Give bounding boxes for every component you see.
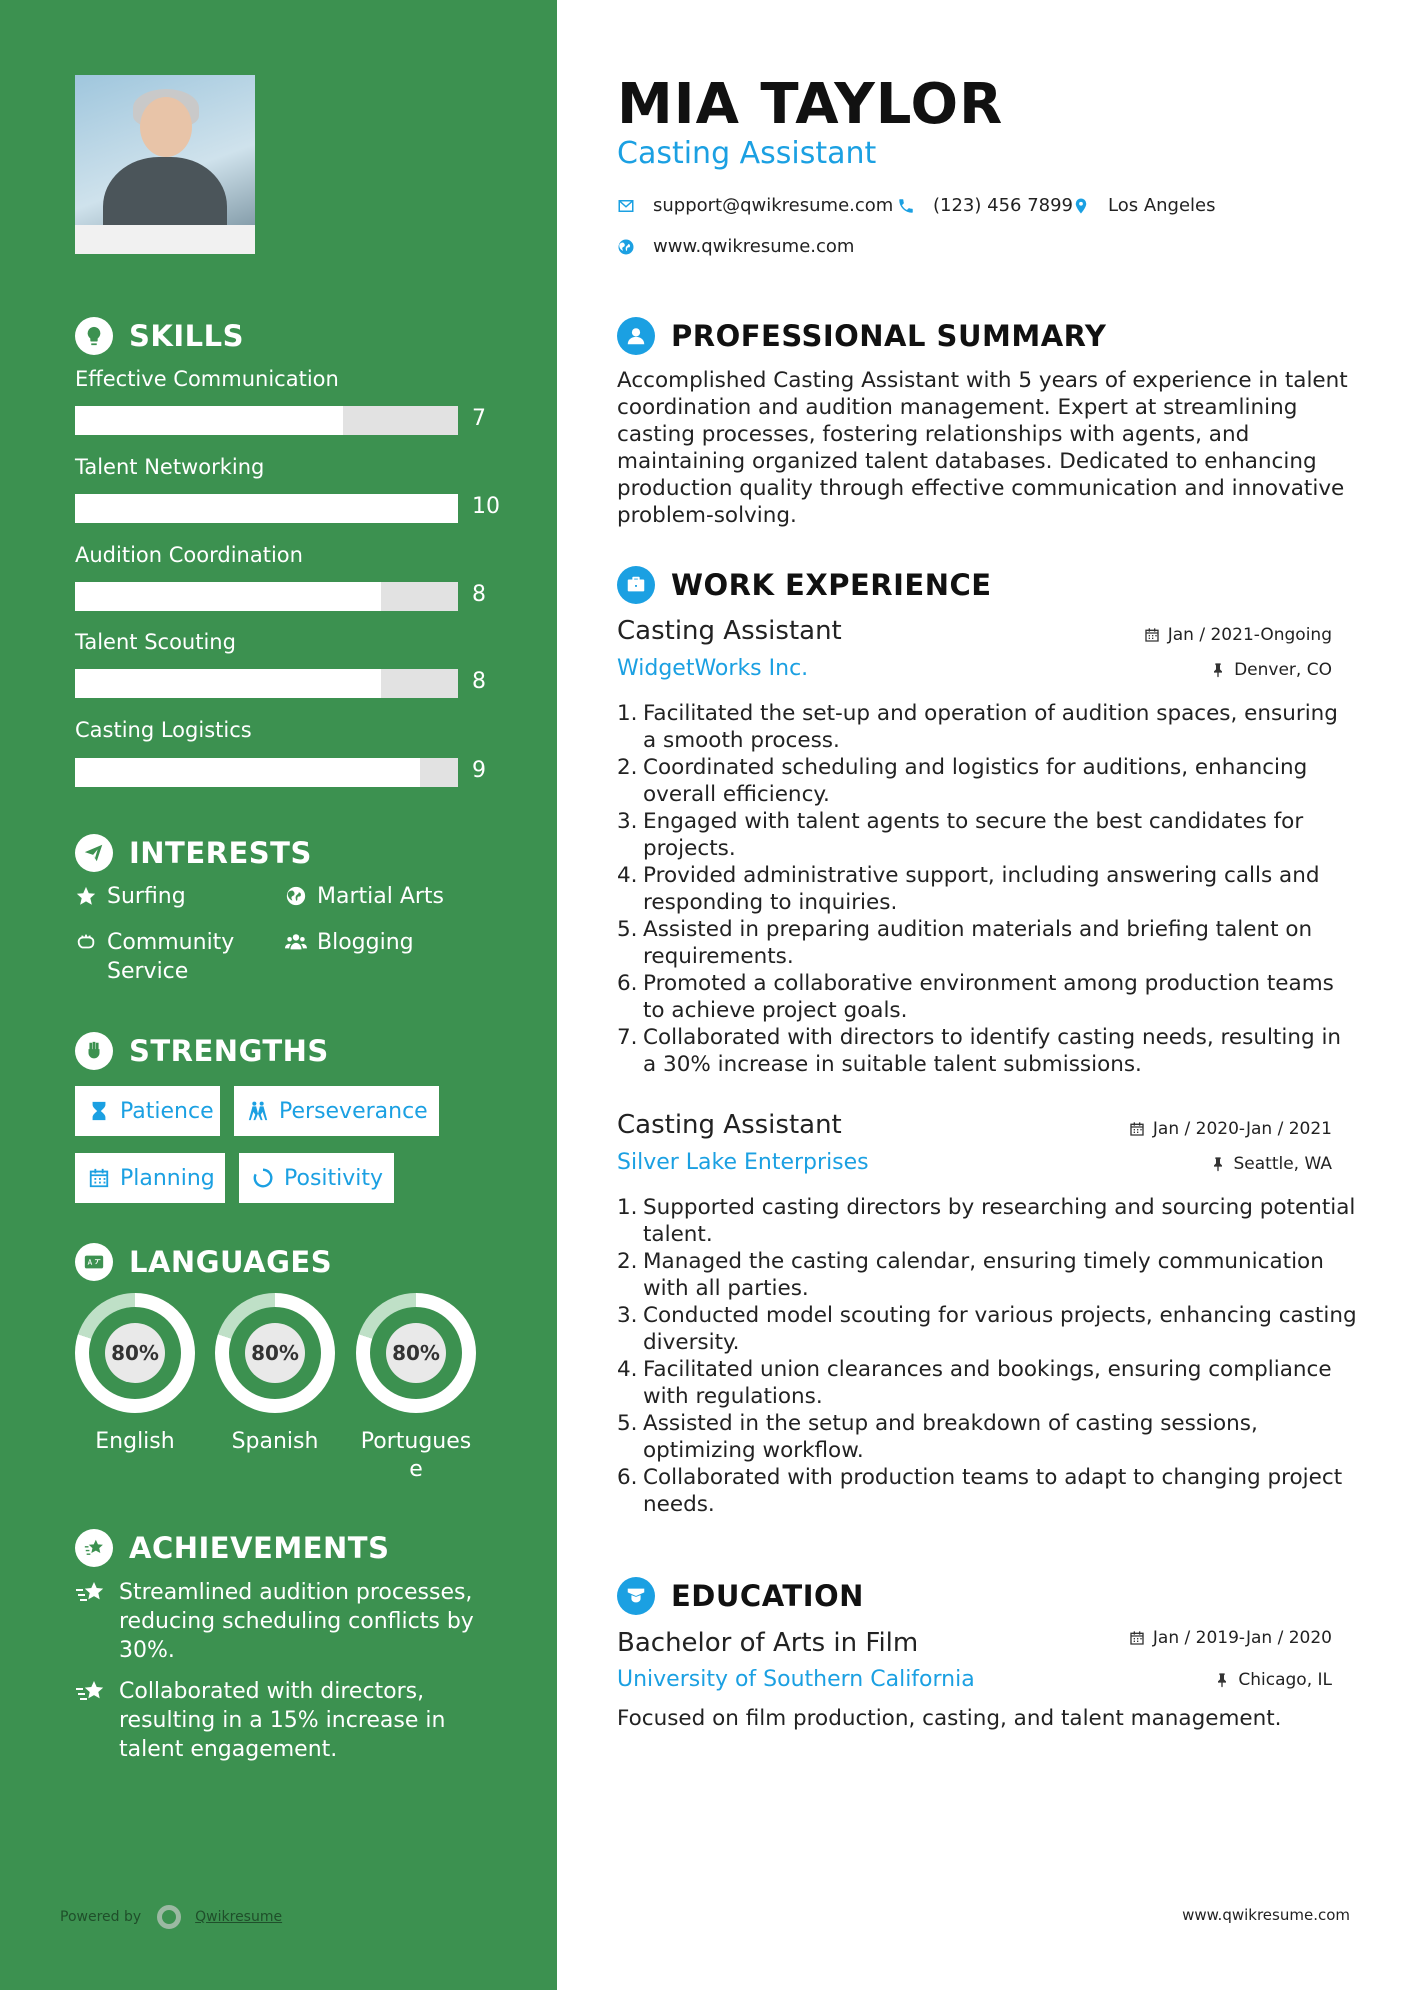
circle-notch-icon	[252, 1167, 274, 1189]
strength-label: Patience	[120, 1098, 214, 1124]
strengths-heading	[75, 1032, 329, 1070]
interests-heading	[75, 834, 312, 872]
lightbulb-icon	[75, 317, 113, 355]
language-item	[75, 1293, 195, 1456]
interest-label: Blogging	[317, 930, 414, 955]
summary-title: PROFESSIONAL SUMMARY	[671, 319, 1107, 353]
interest-label: Martial Arts	[317, 884, 445, 909]
star-icon	[75, 885, 97, 907]
experience-title: WORK EXPERIENCE	[671, 568, 992, 602]
job-date	[1129, 1119, 1332, 1139]
contact-location	[1072, 195, 1216, 216]
footer-url[interactable]: www.qwikresume.com	[1182, 1906, 1350, 1924]
job-date	[1144, 625, 1332, 645]
strength-label: Planning	[120, 1165, 215, 1191]
calendar-icon	[1129, 1630, 1145, 1646]
education-title: EDUCATION	[671, 1579, 864, 1613]
qwikresume-logo-icon	[157, 1905, 181, 1929]
duty-item: 5. Assisted in preparing audition materials and briefing talent on requirements.	[617, 917, 1313, 969]
duty-item: 1. Supported casting directors by researching and sourcing potential talent.	[617, 1195, 1356, 1247]
summary-text: Accomplished Casting Assistant with 5 years of experience in talent coordination and audition management. Expert at streamlining casting processes, fostering relationships with agents, and maintaining organized talent databases. Dedicated to enhancing production quality through effective communication and innovative problem-solving.	[617, 368, 1348, 528]
skill-label: Casting Logistics	[75, 718, 252, 742]
skill-label: Talent Scouting	[75, 630, 236, 654]
calendar-icon	[88, 1167, 110, 1189]
language-name: Portuguese	[360, 1429, 472, 1482]
duty-item: 2. Managed the casting calendar, ensuring timely communication with all parties.	[617, 1249, 1324, 1301]
achievement-item	[75, 1578, 495, 1665]
envelope-icon	[617, 197, 635, 215]
sidebar	[0, 0, 557, 1990]
interest-label: Community Service	[107, 930, 235, 984]
language-ring	[75, 1293, 195, 1413]
skill-label: Talent Networking	[75, 455, 265, 479]
job-title: Casting Assistant	[617, 1110, 842, 1140]
education-degree: Bachelor of Arts in Film	[617, 1628, 919, 1658]
interest-item	[75, 928, 260, 986]
interest-item	[285, 928, 414, 957]
candidate-title: Casting Assistant	[617, 136, 877, 171]
interests-title: INTERESTS	[129, 836, 312, 870]
skill-value: 8	[472, 582, 486, 607]
achievement-item	[75, 1677, 495, 1764]
job-duties	[617, 1194, 1357, 1518]
job-company: WidgetWorks Inc.	[617, 656, 809, 681]
strength-label: Positivity	[284, 1165, 384, 1191]
language-ring	[215, 1293, 335, 1413]
summary-heading	[617, 317, 1106, 355]
duty-item: 6. Promoted a collaborative environment among production teams to achieve project goals.	[617, 971, 1334, 1023]
strength-badge	[239, 1153, 394, 1203]
languages-heading	[75, 1243, 332, 1281]
education-location-text: Chicago, IL	[1238, 1670, 1332, 1690]
duty-item: 4. Provided administrative support, including answering calls and responding to inquiries.	[617, 863, 1320, 915]
language-percent: 80%	[386, 1323, 446, 1383]
skill-value: 10	[472, 494, 500, 519]
education-location	[1214, 1670, 1332, 1690]
job-location-text: Denver, CO	[1234, 660, 1332, 680]
email-text: support@qwikresume.com	[653, 195, 894, 216]
powered-by-text: Powered by	[60, 1909, 142, 1925]
experience-heading	[617, 566, 992, 604]
user-icon	[617, 317, 655, 355]
duty-item: 4. Facilitated union clearances and bookings, ensuring compliance with regulations.	[617, 1357, 1332, 1409]
duty-item: 5. Assisted in the setup and breakdown of casting sessions, optimizing workflow.	[617, 1411, 1258, 1463]
job-date-text: Jan / 2021-Ongoing	[1167, 625, 1332, 645]
contact-website[interactable]	[617, 236, 854, 257]
job-location	[1210, 660, 1332, 680]
skills-title: SKILLS	[129, 319, 244, 353]
strength-badge	[234, 1086, 439, 1136]
skill-value: 9	[472, 758, 486, 783]
skill-bar	[75, 582, 458, 611]
contact-email[interactable]	[617, 195, 893, 216]
hourglass-icon	[88, 1100, 110, 1122]
skill-value: 8	[472, 669, 486, 694]
hand-icon	[75, 931, 97, 953]
interest-item	[75, 882, 186, 911]
skill-label: Effective Communication	[75, 367, 339, 391]
pushpin-icon	[1210, 1156, 1226, 1172]
job-company: Silver Lake Enterprises	[617, 1150, 869, 1175]
star-burst-icon	[75, 1529, 113, 1567]
phone-icon	[897, 197, 915, 215]
duty-item: 6. Collaborated with production teams to adapt to changing project needs.	[617, 1465, 1343, 1517]
languages-title: LANGUAGES	[129, 1245, 333, 1279]
strength-badge	[75, 1153, 225, 1203]
strengths-title: STRENGTHS	[129, 1034, 329, 1068]
education-school: University of Southern California	[617, 1667, 975, 1692]
language-name: Spanish	[231, 1429, 319, 1454]
language-percent: 80%	[245, 1323, 305, 1383]
language-item	[356, 1293, 476, 1484]
skill-bar	[75, 406, 458, 435]
group-icon	[285, 931, 307, 953]
skill-bar	[75, 494, 458, 523]
paper-plane-icon	[75, 834, 113, 872]
job-title: Casting Assistant	[617, 616, 842, 646]
language-item	[215, 1293, 335, 1456]
skill-label: Audition Coordination	[75, 543, 303, 567]
achievement-text: Collaborated with directors, resulting in a 15% increase in talent engagement.	[119, 1679, 446, 1762]
language-percent: 80%	[105, 1323, 165, 1383]
calendar-icon	[1129, 1121, 1145, 1137]
candidate-name: MIA TAYLOR	[617, 72, 1004, 137]
qwikresume-link[interactable]: Qwikresume	[195, 1909, 283, 1925]
map-pin-icon	[1072, 197, 1090, 215]
education-date	[1129, 1628, 1332, 1648]
skills-heading	[75, 317, 244, 355]
education-description: Focused on film production, casting, and talent management.	[617, 1706, 1282, 1731]
suitcase-icon	[617, 566, 655, 604]
skill-bar	[75, 669, 458, 698]
strength-badge	[75, 1086, 220, 1136]
fist-icon	[75, 1032, 113, 1070]
duty-item: 1. Facilitated the set-up and operation of audition spaces, ensuring a smooth process.	[617, 701, 1338, 753]
language-ring	[356, 1293, 476, 1413]
education-date-text: Jan / 2019-Jan / 2020	[1152, 1628, 1332, 1648]
contact-phone[interactable]	[897, 195, 1073, 216]
strength-label: Perseverance	[279, 1098, 428, 1124]
globe-icon	[285, 885, 307, 907]
education-heading	[617, 1577, 864, 1615]
achievements-title: ACHIEVEMENTS	[129, 1531, 390, 1565]
pushpin-icon	[1210, 662, 1226, 678]
hikers-icon	[247, 1100, 269, 1122]
job-location-text: Seattle, WA	[1233, 1154, 1332, 1174]
pushpin-icon	[1214, 1672, 1230, 1688]
duty-item: 3. Engaged with talent agents to secure the best candidates for projects.	[617, 809, 1304, 861]
star-burst-icon	[75, 1679, 107, 1705]
website-text: www.qwikresume.com	[653, 236, 855, 257]
language-icon	[75, 1243, 113, 1281]
graduate-icon	[617, 1577, 655, 1615]
main-content	[557, 0, 1407, 1990]
job-duties	[617, 700, 1357, 1078]
interest-item	[285, 882, 444, 911]
star-burst-icon	[75, 1580, 107, 1606]
profile-photo	[75, 75, 255, 254]
skill-bar	[75, 758, 458, 787]
skill-value: 7	[472, 406, 486, 431]
duty-item: 3. Conducted model scouting for various projects, enhancing casting diversity.	[617, 1303, 1357, 1355]
achievement-text: Streamlined audition processes, reducing scheduling conflicts by 30%.	[119, 1580, 474, 1663]
phone-text: (123) 456 7899	[933, 195, 1074, 216]
duty-item: 2. Coordinated scheduling and logistics for auditions, enhancing overall efficiency.	[617, 755, 1308, 807]
job-date-text: Jan / 2020-Jan / 2021	[1152, 1119, 1332, 1139]
interest-label: Surfing	[107, 884, 186, 909]
location-text: Los Angeles	[1108, 195, 1216, 216]
job-location	[1210, 1154, 1333, 1174]
calendar-icon	[1144, 627, 1160, 643]
achievements-heading	[75, 1529, 389, 1567]
duty-item: 7. Collaborated with directors to identify casting needs, resulting in a 30% increase in suitable talent submissions.	[617, 1025, 1342, 1077]
language-name: English	[95, 1429, 175, 1454]
globe-icon	[617, 238, 635, 256]
powered-by	[60, 1905, 282, 1929]
